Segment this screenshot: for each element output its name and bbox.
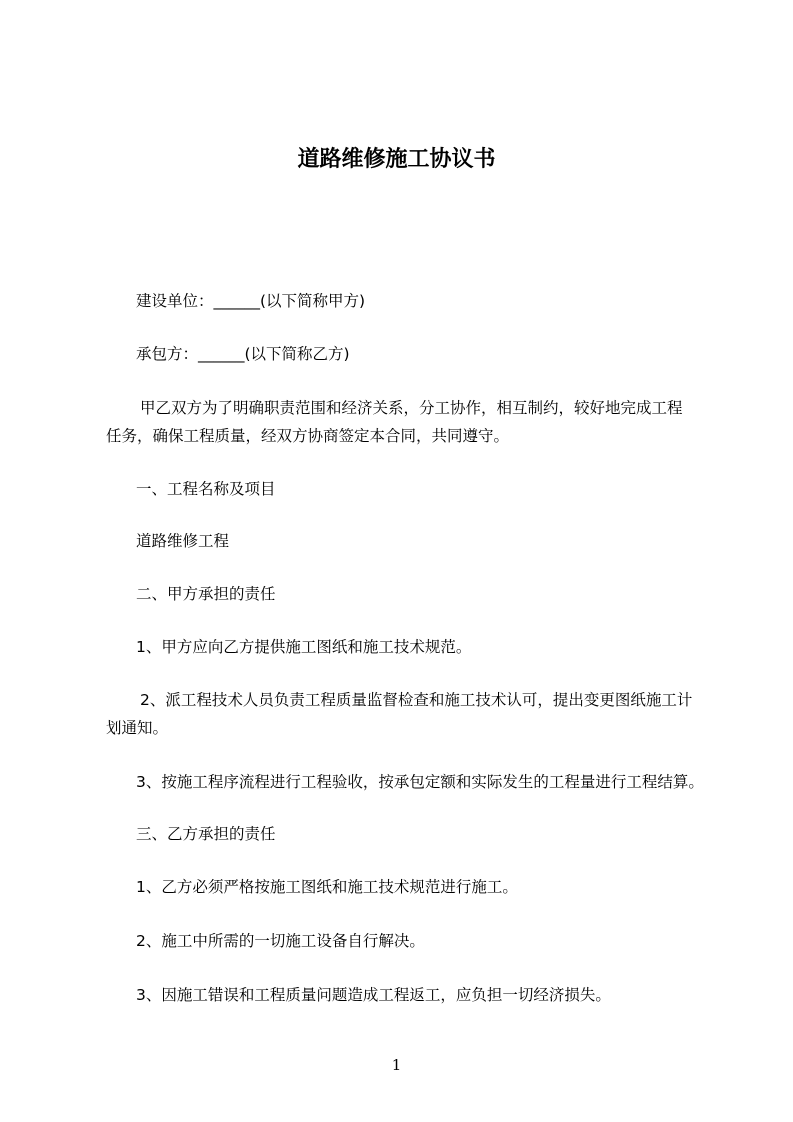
section-3-item-1: 1、乙方必须严格按施工图纸和施工技术规范进行施工。 [136,878,518,896]
section-3-item-2: 2、施工中所需的一切施工设备自行解决。 [136,932,425,950]
document-title: 道路维修施工协议书 [297,147,496,172]
section-2-item-3: 3、按施工程序流程进行工程验收，按承包定额和实际发生的工程量进行工程结算。 [136,773,704,791]
section-2-heading: 二、甲方承担的责任 [136,585,276,603]
section-2-item-2-line-1: 2、派工程技术人员负责工程质量监督检查和施工技术认可，提出变更图纸施工计 [140,691,693,709]
intro-paragraph-line-2: 任务，确保工程质量，经双方协商签定本合同，共同遵守。 [106,427,510,445]
party-b-line: 承包方：______(以下简称乙方) [136,345,350,363]
intro-paragraph-line-1: 甲乙双方为了明确职责范围和经济关系，分工协作，相互制约，较好地完成工程 [140,399,683,417]
section-3-heading: 三、乙方承担的责任 [136,825,276,843]
section-2-item-1: 1、甲方应向乙方提供施工图纸和施工技术规范。 [136,638,472,656]
section-1-heading: 一、工程名称及项目 [136,480,276,498]
page-number: 1 [391,1056,402,1074]
section-3-item-3: 3、因施工错误和工程质量问题造成工程返工，应负担一切经济损失。 [136,986,611,1004]
section-2-item-2-line-2: 划通知。 [106,719,169,737]
section-1-text: 道路维修工程 [136,532,230,550]
party-a-line: 建设单位：______(以下简称甲方) [136,292,366,310]
